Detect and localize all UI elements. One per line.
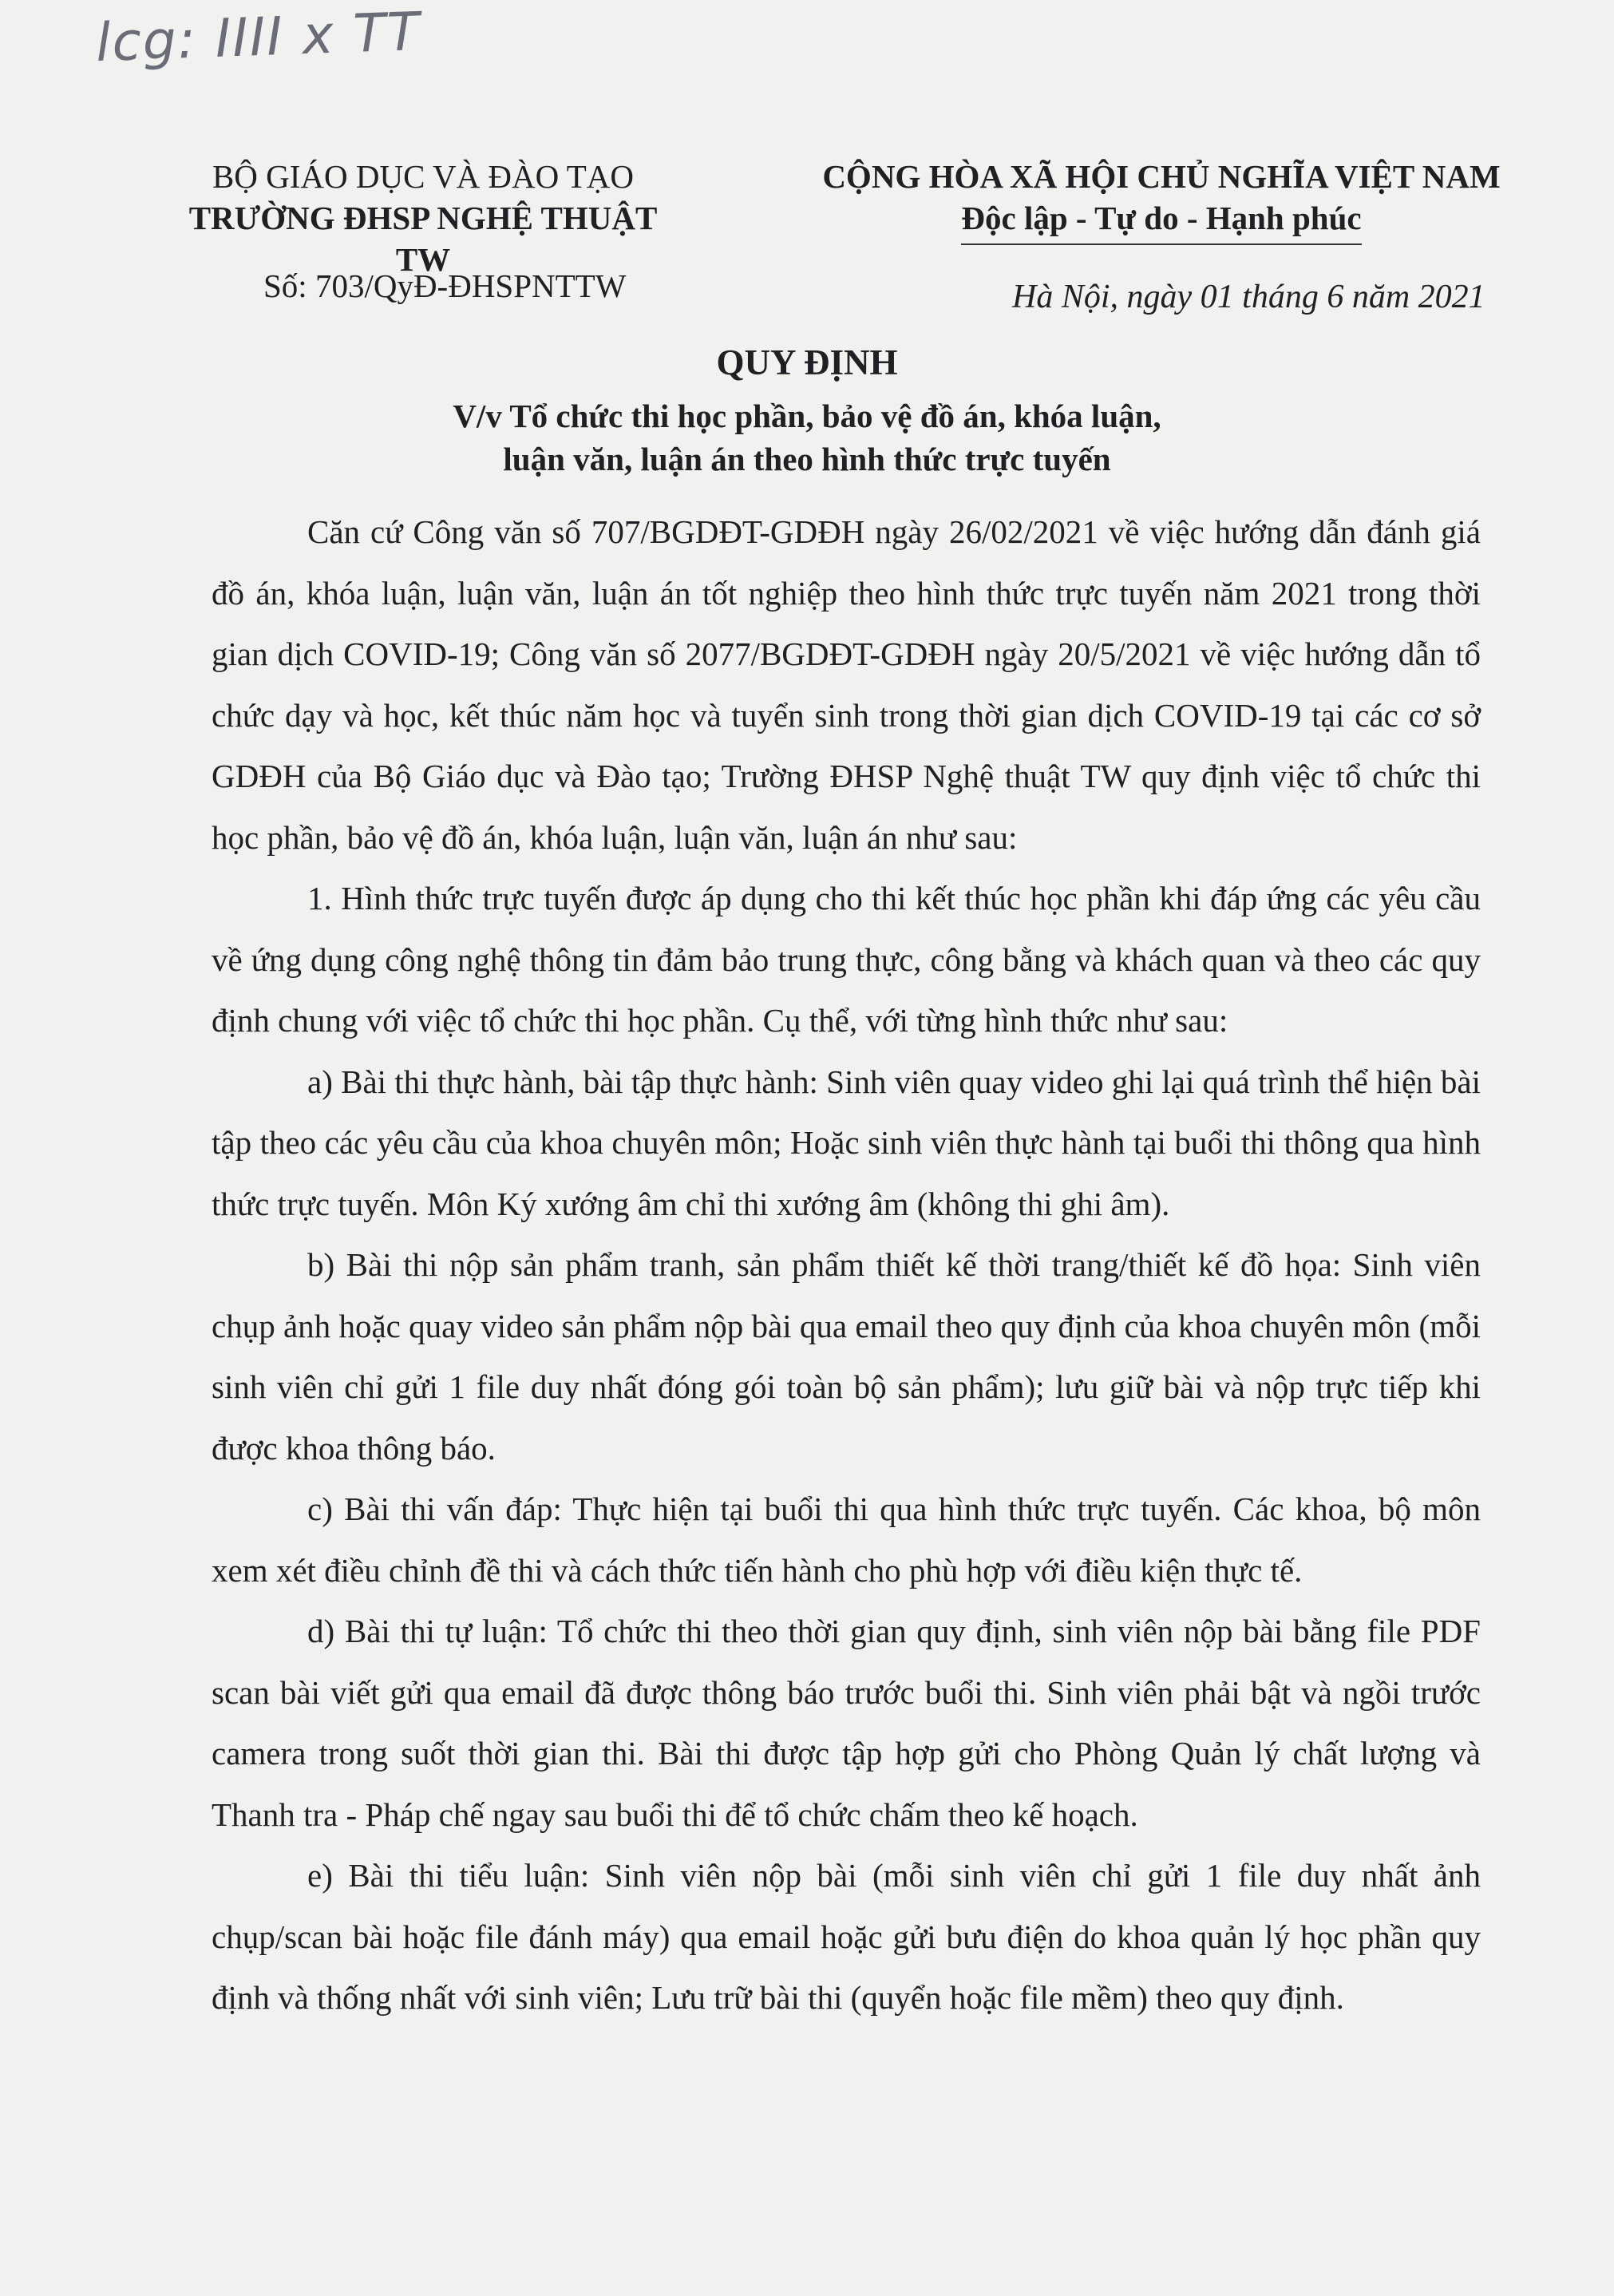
document-title: QUY ĐỊNH <box>716 342 898 382</box>
paragraph-1b: b) Bài thi nộp sản phẩm tranh, sản phẩm thiết kế thời trang/thiết kế đồ họa: Sinh viên chụp ảnh hoặc quay video sản phẩm nộp bài qua email theo quy định của khoa chuyên môn (mỗi sinh viên chỉ gửi 1 file duy nhất đóng gói toàn bộ sản phẩm); lưu giữ bài và nộp trực tiếp khi được khoa thông báo. <box>212 1246 1481 1467</box>
document-subtitle <box>0 394 1614 481</box>
school-name: TRƯỜNG ĐHSP NGHỆ THUẬT TW <box>188 200 658 278</box>
country-name: CỘNG HÒA XÃ HỘI CHỦ NGHĨA VIỆT NAM <box>822 158 1501 195</box>
national-motto: Độc lập - Tự do - Hạnh phúc <box>961 197 1361 245</box>
document-body <box>212 501 1481 2029</box>
handwritten-note: lcg: IIII x TT <box>94 0 422 74</box>
paragraph-1e: e) Bài thi tiểu luận: Sinh viên nộp bài (mỗi sinh viên chỉ gửi 1 file duy nhất ảnh chụp/scan bài hoặc file đánh máy) qua email hoặc gửi bưu điện do khoa quản lý học phần quy định và thống nhất với sinh viên; Lưu trữ bài thi (quyển hoặc file mềm) theo quy định. <box>212 1857 1481 2016</box>
issuer-block <box>168 156 678 280</box>
paragraph-1d: d) Bài thi tự luận: Tổ chức thi theo thời gian quy định, sinh viên nộp bài bằng file PDF scan bài viết gửi qua email đã được thông báo trước buổi thi. Sinh viên phải bật và ngồi trước camera trong suốt thời gian thi. Bài thi được tập hợp gửi cho Phòng Quản lý chất lượng và Thanh tra - Pháp chế ngay sau buổi thi để tổ chức chấm theo kế hoạch. <box>212 1613 1481 1833</box>
paragraph-1c: c) Bài thi vấn đáp: Thực hiện tại buổi thi qua hình thức trực tuyến. Các khoa, bộ môn xem xét điều chỉnh đề thi và cách thức tiến hành cho phù hợp với điều kiện thực tế. <box>212 1490 1481 1589</box>
national-heading <box>790 156 1533 245</box>
document-date: Hà Nội, ngày 01 tháng 6 năm 2021 <box>1012 279 1485 315</box>
subtitle-line-2: luận văn, luận án theo hình thức trực tuyến <box>503 441 1111 477</box>
subtitle-line-1: V/v Tổ chức thi học phần, bảo vệ đồ án, khóa luận, <box>453 398 1161 434</box>
paragraph-1a: a) Bài thi thực hành, bài tập thực hành: Sinh viên quay video ghi lại quá trình thể hiện bài tập theo các yêu cầu của khoa chuyên môn; Hoặc sinh viên thực hành tại buổi thi thông qua hình thức trực tuyến. Môn Ký xướng âm chỉ thi xướng âm (không thi ghi âm). <box>212 1063 1481 1222</box>
paragraph-1: 1. Hình thức trực tuyến được áp dụng cho thi kết thúc học phần khi đáp ứng các yêu cầu về ứng dụng công nghệ thông tin đảm bảo trung thực, công bằng và khách quan và theo các quy định chung với việc tổ chức thi học phần. Cụ thể, với từng hình thức như sau: <box>212 880 1481 1039</box>
ministry-name: BỘ GIÁO DỤC VÀ ĐÀO TẠO <box>212 158 635 195</box>
document-number: Số: 703/QyĐ-ĐHSPNTTW <box>263 267 627 304</box>
paragraph-legal-basis: Căn cứ Công văn số 707/BGDĐT-GDĐH ngày 26/02/2021 về việc hướng dẫn đánh giá đồ án, khóa luận, luận văn, luận án tốt nghiệp theo hình thức trực tuyến năm 2021 trong thời gian dịch COVID-19; Công văn số 2077/BGDĐT-GDĐH ngày 20/5/2021 về việc hướng dẫn tổ chức dạy và học, kết thúc năm học và tuyển sinh trong thời gian dịch COVID-19 tại các cơ sở GDĐH của Bộ Giáo dục và Đào tạo; Trường ĐHSP Nghệ thuật TW quy định việc tổ chức thi học phần, bảo vệ đồ án, khóa luận, luận văn, luận án như sau: <box>212 513 1481 856</box>
